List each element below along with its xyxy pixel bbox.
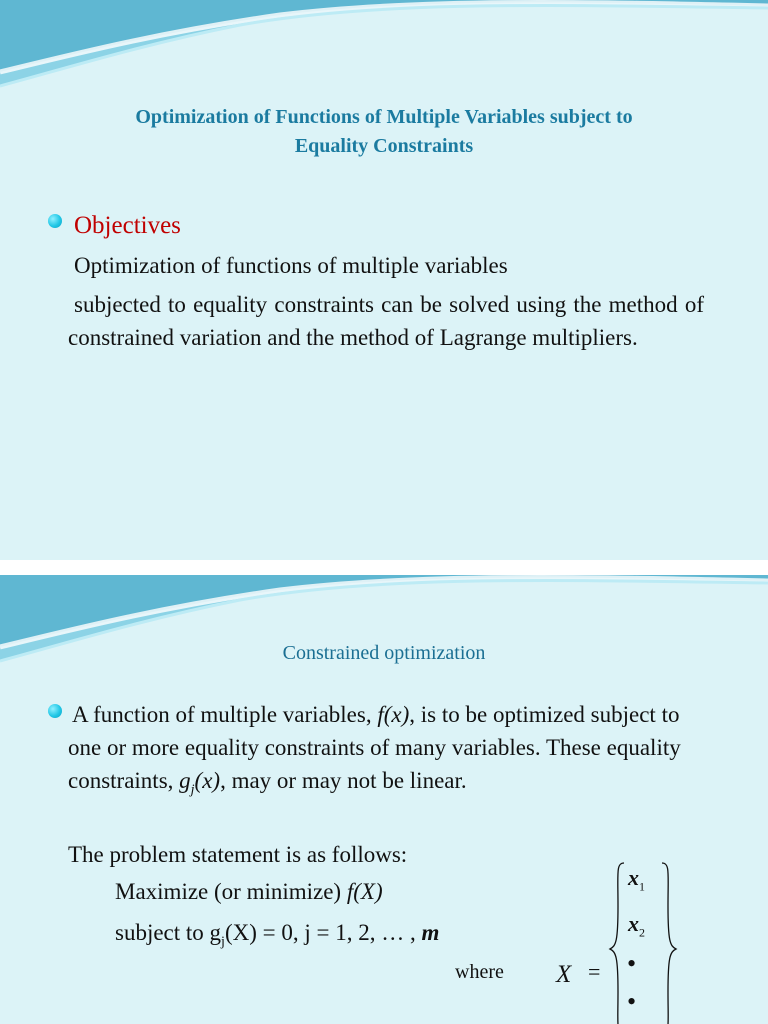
g-j-of-x <box>179 768 221 798</box>
where-label: where <box>455 961 504 983</box>
problem-statement: The problem statement is as follows: <box>68 842 408 867</box>
x2-base: x <box>628 911 639 936</box>
g-symbol: g <box>179 768 191 793</box>
bullet-dot-icon <box>48 704 62 718</box>
slide-separator <box>0 560 768 575</box>
text-segment: , may or may not be linear. <box>220 768 467 793</box>
objectives-line-1: Optimization of functions of multiple variables <box>74 253 508 278</box>
m-symbol: m <box>421 920 440 945</box>
f-of-X: f(X) <box>346 879 383 904</box>
maximize-text: Maximize (or minimize) <box>115 879 347 904</box>
x1-base: x <box>628 865 639 890</box>
x1-subscript: 1 <box>639 879 645 894</box>
vector-dot-2: • <box>627 987 637 1016</box>
subject-to-line <box>115 916 439 959</box>
vector-dot-1: • <box>627 949 637 978</box>
subject-rest: ) = 0, j = 1, 2, … , <box>249 920 422 945</box>
bullet-dot-icon <box>48 214 62 228</box>
slide-title-line-1: Optimization of Functions of Multiple Variables subject to <box>135 106 633 128</box>
x1-entry <box>628 865 645 894</box>
text-segment: , is to be optimized subject to one or more equality constraints of many variables. These equality constraints, <box>68 702 681 793</box>
objectives-heading: Objectives <box>74 212 181 239</box>
objectives-paragraph: subjected to equality constraints can be solved using the method of constrained variation and the method of Lagrange multipliers. <box>68 292 704 350</box>
subject-text: subject to g <box>115 920 222 945</box>
f-of-x: f(x) <box>377 702 410 727</box>
header-wave-decoration <box>0 0 768 95</box>
curly-braces <box>608 861 698 1024</box>
x2-entry <box>628 911 645 940</box>
equals-sign: = <box>588 959 601 984</box>
text-segment: A function of multiple variables, <box>72 702 378 727</box>
constraint-bullet-paragraph <box>68 698 708 807</box>
x2-subscript: 2 <box>639 925 645 940</box>
g-subscript: j <box>190 782 195 798</box>
maximize-line <box>115 875 383 908</box>
subject-subscript: j <box>221 934 225 950</box>
slide-subtitle: Constrained optimization <box>282 642 486 664</box>
slide-constrained-optimization <box>0 575 768 1024</box>
subject-arg: (X <box>224 920 250 945</box>
x-vector-symbol: X <box>556 961 572 988</box>
g-argument: (x) <box>194 768 221 793</box>
x-vector-matrix <box>548 861 698 1024</box>
slide-title-line-2: Equality Constraints <box>294 135 474 157</box>
